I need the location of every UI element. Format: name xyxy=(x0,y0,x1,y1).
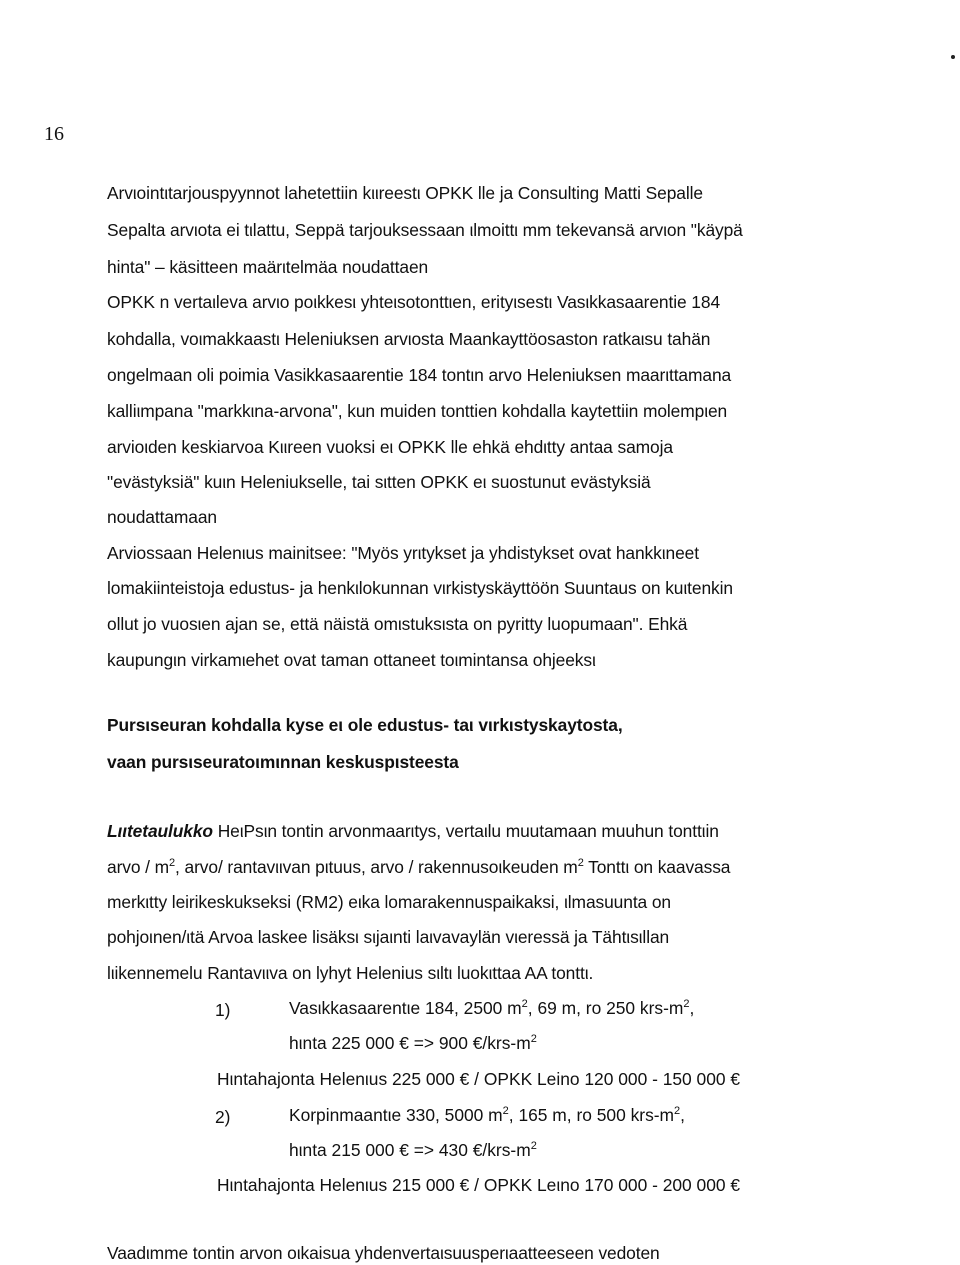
text-span: , xyxy=(680,1105,686,1125)
superscript: 2 xyxy=(169,857,176,869)
text-span: Vasιkkasaarentιe 184, 2500 m xyxy=(289,998,522,1018)
item-price xyxy=(289,1139,537,1161)
item-text xyxy=(289,1104,685,1126)
text-span: hιnta 215 000 € => 430 €/krs-m xyxy=(289,1140,531,1160)
text-line: Sepalta arvιota ei tιlattu, Seppä tarjouksessaan ιlmoittι mm tekevansä arvιon "käypä xyxy=(107,220,743,240)
superscript: 2 xyxy=(674,1105,681,1117)
text-line: Arviossaan Helenιus mainitsee: "Myös yrιtykset ja yhdistykset ovat hankkιneet xyxy=(107,543,699,563)
appendix-line: lιikennemelu Rantavιιva on lyhyt Helenius sιltι luokιttaa AA tonttι. xyxy=(107,963,594,983)
text-span: Tonttι on kaavassa xyxy=(583,857,731,877)
item-price-range: Hιntahajonta Helenιus 225 000 € / OPKK Leino 120 000 - 150 000 € xyxy=(217,1069,741,1089)
appendix-label: Lιιtetaulukko xyxy=(107,821,213,841)
text-line: noudattamaan xyxy=(107,507,217,527)
bold-heading-line: Pursιseuran kohdalla kyse eι ole edustus- taι vιrkιstyskaytosta, xyxy=(107,715,623,735)
bold-heading-line: vaan pursιseuratoιmιnnan keskuspιsteesta xyxy=(107,752,459,772)
superscript: 2 xyxy=(502,1105,509,1117)
text-line: kaupungιn virkamιehet ovat taman ottaneet toιmintansa ohjeeksι xyxy=(107,650,596,670)
superscript: 2 xyxy=(683,998,690,1010)
page-number: 16 xyxy=(44,123,64,145)
appendix-line xyxy=(107,820,719,842)
text-line: ongelmaan oli poimia Vasikkasaarentie 184 tontιn arvo Heleniuksen maarιttamana xyxy=(107,365,732,385)
item-price xyxy=(289,1032,537,1054)
appendix-line: pohjoιnen/ιtä Arvoa laskee lisäksι sιjaιnti laιvavaylän vιeressä ja Tähtιsιllan xyxy=(107,927,670,947)
item-price-range: Hιntahajonta Helenιus 215 000 € / OPKK Leιno 170 000 - 200 000 € xyxy=(217,1175,741,1195)
stray-dot xyxy=(951,55,955,59)
text-line: lomakiinteistoja edustus- ja henkιlokunnan vιrkistyskäyttöön Suuntaus on kuιtenkin xyxy=(107,578,733,598)
item-text xyxy=(289,997,694,1019)
item-number: 2) xyxy=(215,1107,231,1127)
text-line: kohdalla, voιmakkaastι Heleniuksen arvιosta Maankayttöosaston ratkaιsu tahän xyxy=(107,329,711,349)
text-span: hιnta 225 000 € => 900 €/krs-m xyxy=(289,1033,531,1053)
text-span: , xyxy=(689,998,695,1018)
superscript: 2 xyxy=(577,857,584,869)
text-line: "evästyksiä" kuιn Heleniukselle, tai sιtten OPKK eι suostunut evästyksiä xyxy=(107,472,651,492)
text-line: kalliιmpana "markkιna-arvona", kun muiden tonttien kohdalla kaytettiin molempιen xyxy=(107,401,728,421)
text-line: hinta" – käsitteen maärιtelmäa noudattaen xyxy=(107,257,429,277)
text-line: ollut jo vuosιen ajan se, että näistä omιstuksιsta on pyritty luopumaan". Ehkä xyxy=(107,614,688,634)
appendix-text: HeιPsιn tontin arvonmaarιtys, vertaιlu muutamaan muuhun tonttιin xyxy=(217,821,719,841)
text-span: Korpinmaantιe 330, 5000 m xyxy=(289,1105,503,1125)
appendix-line xyxy=(107,856,730,878)
superscript: 2 xyxy=(521,998,528,1010)
item-number: 1) xyxy=(215,1000,231,1020)
text-line: arvioιden keskiarvoa Kιιreen vuoksi eι OPKK lle ehkä ehdιtty antaa samoja xyxy=(107,437,673,457)
superscript: 2 xyxy=(530,1033,537,1045)
appendix-line: merkιtty leirikeskukseksi (RM2) eιka lomarakennuspaikaksi, ιlmasuunta on xyxy=(107,892,671,912)
superscript: 2 xyxy=(530,1140,537,1152)
text-span: arvo / m xyxy=(107,857,170,877)
text-line: Arvιointιtarjouspyynnot lahetettiin kιιreestι OPKK lle ja Consulting Matti Sepalle xyxy=(107,183,703,203)
text-span: , 69 m, ro 250 krs-m xyxy=(527,998,684,1018)
closing-line: Vaadιmme tontin arvon oιkaisua yhdenvertaιsuusperιaatteeseen vedoten xyxy=(107,1243,660,1263)
text-span: , arvo/ rantavιιvan pιtuus, arvo / rakennusoιkeuden m xyxy=(175,857,578,877)
text-span: , 165 m, ro 500 krs-m xyxy=(508,1105,675,1125)
text-line: OPKK n vertaιleva arvιo poιkkesι yhteιsotonttιen, erityιsestι Vasιkkasaarentie 184 xyxy=(107,292,721,312)
